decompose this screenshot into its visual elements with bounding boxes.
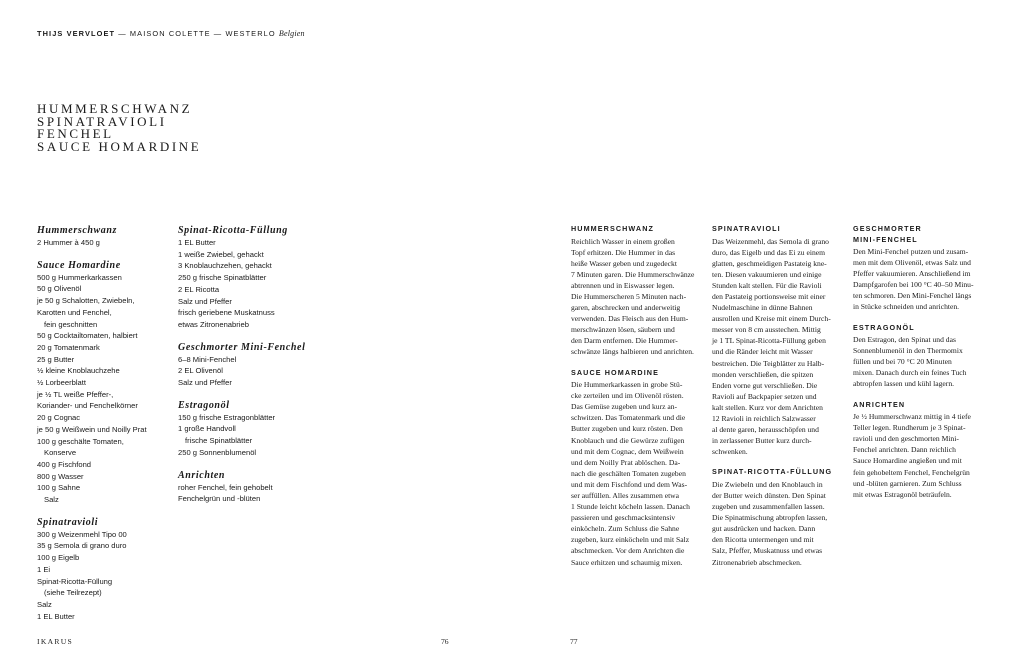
ingredient-group-estragonoel (178, 399, 328, 459)
recipe-title-line: SAUCE HOMARDINE (37, 138, 202, 154)
ingredients-column-1 (37, 224, 177, 632)
ingredient-group-heading: Anrichten (178, 469, 226, 481)
ingredient-item: 6–8 Mini-Fenchel (178, 354, 237, 364)
method-column-2 (712, 224, 844, 578)
method-heading: ESTRAGONÖL (853, 322, 915, 332)
ingredient-item: 50 g Cocktailtomaten, halbiert (37, 331, 138, 341)
ingredient-item: 1 EL Butter (37, 611, 75, 621)
ingredient-item: 250 g frische Spinatblätter (178, 273, 267, 283)
ingredient-list (178, 237, 328, 331)
ingredient-item: Koriander- und Fenchelkörner (37, 401, 138, 411)
ingredient-item: roher Fenchel, fein gehobelt (178, 482, 273, 492)
ingredient-item: Salz (44, 495, 59, 505)
right-page (510, 0, 1020, 668)
country-name: Belgien (278, 29, 305, 38)
ingredient-item: frisch geriebene Muskatnuss (178, 308, 275, 318)
ingredient-item: 250 g Sonnenblumenöl (178, 447, 257, 457)
ingredient-item: 50 g Olivenöl (37, 284, 82, 294)
method-heading: HUMMERSCHWANZ (571, 224, 654, 233)
method-text: Den Estragon, den Spinat und das Sonnenblumenöl in den Thermomix füllen und bei 70 °C 20 Minuten mixen. Danach durch ein feines Tuch abtropfen lassen und kühl lagern. (853, 335, 967, 389)
recipe-title-line: SPINATRAVIOLI (37, 113, 167, 129)
ingredient-item: etwas Zitronenabrieb (178, 319, 249, 329)
method-section-anrichten (853, 400, 989, 500)
method-text: Die Hummerkarkassen in grobe Stü- cke zerteilen und im Olivenöl rösten. Das Gemüse zugeben und kurz an- schwitzen. Das Tomatenmark und die Butter zugeben und kurz rösten. Den Knoblauch und die Gewürze zufügen und mit dem Cognac, dem Weißwein und dem Noilly Prat ablöschen. Da- nach die geschälten Tomaten zugeben und mit dem Fischfond und dem Was- ser auffüllen. Alles zusammen etwa 1 Stunde leicht köcheln lassen. Danach passieren und geschmacksintensiv einköcheln. Zum Schluss die Sahne zugeben, kurz einköcheln und mit Salz abschmecken. Vor dem Anrichten die Sauce erhitzen und schaumig mixen. (571, 380, 690, 567)
method-text: Den Mini-Fenchel putzen und zusam- men mit dem Olivenöl, etwas Salz und Pfeffer vakuumieren. Anschließend im Dampfgarofen bei 100 °C 40–50 Minu- ten schmoren. Den Mini-Fenchel längs in Stücke schneiden und anrichten. (853, 247, 974, 312)
ingredient-item: Spinat-Ricotta-Füllung (37, 576, 113, 586)
running-header (37, 29, 305, 38)
recipe-title (37, 103, 201, 153)
method-text: Das Weizenmehl, das Semola di grano duro, das Eigelb und das Ei zu einem glatten, geschmeidigen Pastateig kne- ten. Diesen vakuumieren und einige Stunden kalt stellen. Für die Ravioli den Pastateig portionsweise mit einer Nudelmaschine in dünne Bahnen ausrollen und Kreise mit einem Durch- messer von 8 cm ausstechen. Mittig je 1 TL Spinat-Ricotta-Füllung geben und die Ränder leicht mit Wasser bestreichen. Die Teigblätter zu Halb- monden verschließen, die spitzen Enden vorne gut verschließen. Die Ravioli auf Backpapier setzen und kalt stellen. Kurz vor dem Anrichten 12 Ravioli in reichlich Salzwasser al dente garen, herausschöpfen und in zerlassener Butter kurz durch- schwenken. (712, 236, 831, 457)
ingredient-list (178, 482, 328, 505)
ingredient-group-heading: Hummerschwanz (37, 225, 118, 236)
ingredient-item: fein geschnitten (44, 319, 98, 329)
ingredient-item: ½ Lorbeerblatt (37, 378, 86, 388)
ingredient-item: (siehe Teilrezept) (44, 588, 102, 598)
page-number-left: 76 (441, 637, 449, 646)
ingredient-item: Fenchelgrün und -blüten (178, 494, 261, 504)
ingredient-group-hummerschwanz (37, 224, 177, 249)
ingredient-group-heading: Estragonöl (178, 399, 230, 411)
ingredient-item: je ½ TL weiße Pfeffer-, (37, 389, 114, 399)
ingredient-item: 400 g Fischfond (37, 459, 92, 469)
ingredient-item: 100 g Sahne (37, 483, 81, 493)
ingredient-item: 35 g Semola di grano duro (37, 541, 127, 551)
ingredient-item: 1 EL Butter (178, 238, 216, 247)
ingredient-item: 2 Hummer à 450 g (37, 238, 100, 247)
method-heading: SPINAT-RICOTTA-FÜLLUNG (712, 467, 833, 477)
method-text: Je ½ Hummerschwanz mittig in 4 tiefe Teller legen. Rundherum je 3 Spinat- ravioli und den geschmorten Mini- Fenchel anrichten. Dann reichlich Sauce Homardine angießen und mit fein gehobeltem Fenchel, Fenchelgrün und -blüten garnieren. Zum Schluss mit etwas Estragonöl beträufeln. (853, 412, 971, 499)
ingredient-item: 20 g Cognac (37, 413, 81, 423)
ingredient-item: 150 g frische Estragonblätter (178, 412, 276, 422)
ingredient-item: 100 g Eigelb (37, 553, 80, 563)
ingredient-group-anrichten (178, 469, 328, 505)
chef-name: THIJS VERVLOET (37, 29, 116, 38)
ingredient-item: 25 g Butter (37, 354, 75, 364)
ingredient-list (37, 237, 177, 249)
page-number-right: 77 (570, 637, 578, 646)
method-section-estragonoel (853, 323, 989, 390)
ingredient-item: 20 g Tomatenmark (37, 342, 100, 352)
method-section-hummerschwanz (571, 224, 703, 358)
method-text: Die Zwiebeln und den Knoblauch in der Butter weich dünsten. Den Spinat zugeben und zusammenfallen lassen. Die Spinatmischung abtropfen lassen, gut ausdrücken und hacken. Dann den Ricotta untermengen und mit Salz, Pfeffer, Muskatnuss und etwas Zitronenabrieb abschmecken. (712, 479, 828, 567)
ingredient-item: Salz und Pfeffer (178, 378, 232, 388)
ingredient-item: 3 Knoblauchzehen, gehackt (178, 261, 272, 271)
method-section-fuellung (712, 467, 844, 567)
ingredient-item: ½ kleine Knoblauchzehe (37, 366, 120, 376)
ingredient-item: je 50 g Schalotten, Zwiebeln, (37, 296, 135, 306)
ingredient-group-heading: Sauce Homardine (37, 259, 121, 271)
ingredient-list (178, 412, 328, 459)
ingredient-item: 500 g Hummerkarkassen (37, 272, 122, 282)
ingredient-item: Konserve (44, 448, 77, 458)
ingredient-item: 1 weiße Zwiebel, gehackt (178, 249, 264, 259)
method-heading: ANRICHTEN (853, 399, 906, 409)
recipe-title-line: HUMMERSCHWANZ (37, 101, 193, 116)
ingredient-list (37, 272, 177, 506)
city-name: WESTERLO (225, 29, 276, 38)
method-heading: GESCHMORTER MINI-FENCHEL (853, 224, 922, 244)
ingredient-item: 800 g Wasser (37, 471, 84, 481)
ingredient-item: Salz und Pfeffer (178, 296, 232, 306)
method-section-fenchel (853, 224, 989, 313)
ingredient-item: 2 EL Olivenöl (178, 366, 223, 376)
ingredient-group-fenchel (178, 341, 328, 389)
ingredient-group-heading: Geschmorter Mini-Fenchel (178, 341, 306, 353)
method-column-3 (853, 224, 989, 510)
ingredient-item: 2 EL Ricotta (178, 284, 220, 294)
ingredient-item: je 50 g Weißwein und Noilly Prat (37, 424, 147, 434)
method-text: Reichlich Wasser in einem großen Topf erhitzen. Die Hummer in das heiße Wasser geben und zugedeckt 7 Minuten garen. Die Hummerschwänze abtrennen und in Eiswasser legen. Die Hummerscheren 5 Minuten nach- garen, abschrecken und anderweitig verwenden. Das Fleisch aus den Hum- merschwänzen lösen, säubern und den Darm entfernen. Die Hummer- schwänze längs halbieren und anrichten. (571, 236, 695, 357)
ingredient-item: 1 Ei (37, 564, 51, 574)
restaurant-name: MAISON COLETTE (129, 29, 211, 38)
method-heading: SPINATRAVIOLI (712, 224, 781, 233)
ingredient-group-spinatravioli (37, 516, 177, 623)
ingredient-list (178, 354, 328, 389)
header-dash: — (213, 29, 223, 38)
ingredient-item: Salz (37, 599, 52, 609)
method-section-spinatravioli (712, 224, 844, 457)
recipe-title-line: FENCHEL (37, 126, 114, 142)
ingredient-item: Karotten und Fenchel, (37, 307, 112, 317)
ingredient-group-heading: Spinatravioli (37, 516, 99, 528)
ingredient-item: 100 g geschälte Tomaten, (37, 436, 124, 446)
method-heading: SAUCE HOMARDINE (571, 367, 659, 377)
method-section-sauce (571, 368, 703, 568)
ingredient-list (37, 529, 177, 623)
ingredient-item: 300 g Weizenmehl Tipo 00 (37, 529, 127, 539)
publisher-name: IKARUS (37, 637, 74, 646)
ingredients-column-2 (178, 224, 328, 515)
header-dash: — (118, 29, 127, 38)
ingredient-group-heading: Spinat-Ricotta-Füllung (178, 225, 288, 236)
ingredient-item: frische Spinatblätter (185, 436, 253, 446)
ingredient-group-fuellung (178, 224, 328, 331)
ingredient-group-sauce (37, 259, 177, 506)
method-column-1 (571, 224, 703, 578)
ingredient-item: 1 große Handvoll (178, 424, 236, 434)
